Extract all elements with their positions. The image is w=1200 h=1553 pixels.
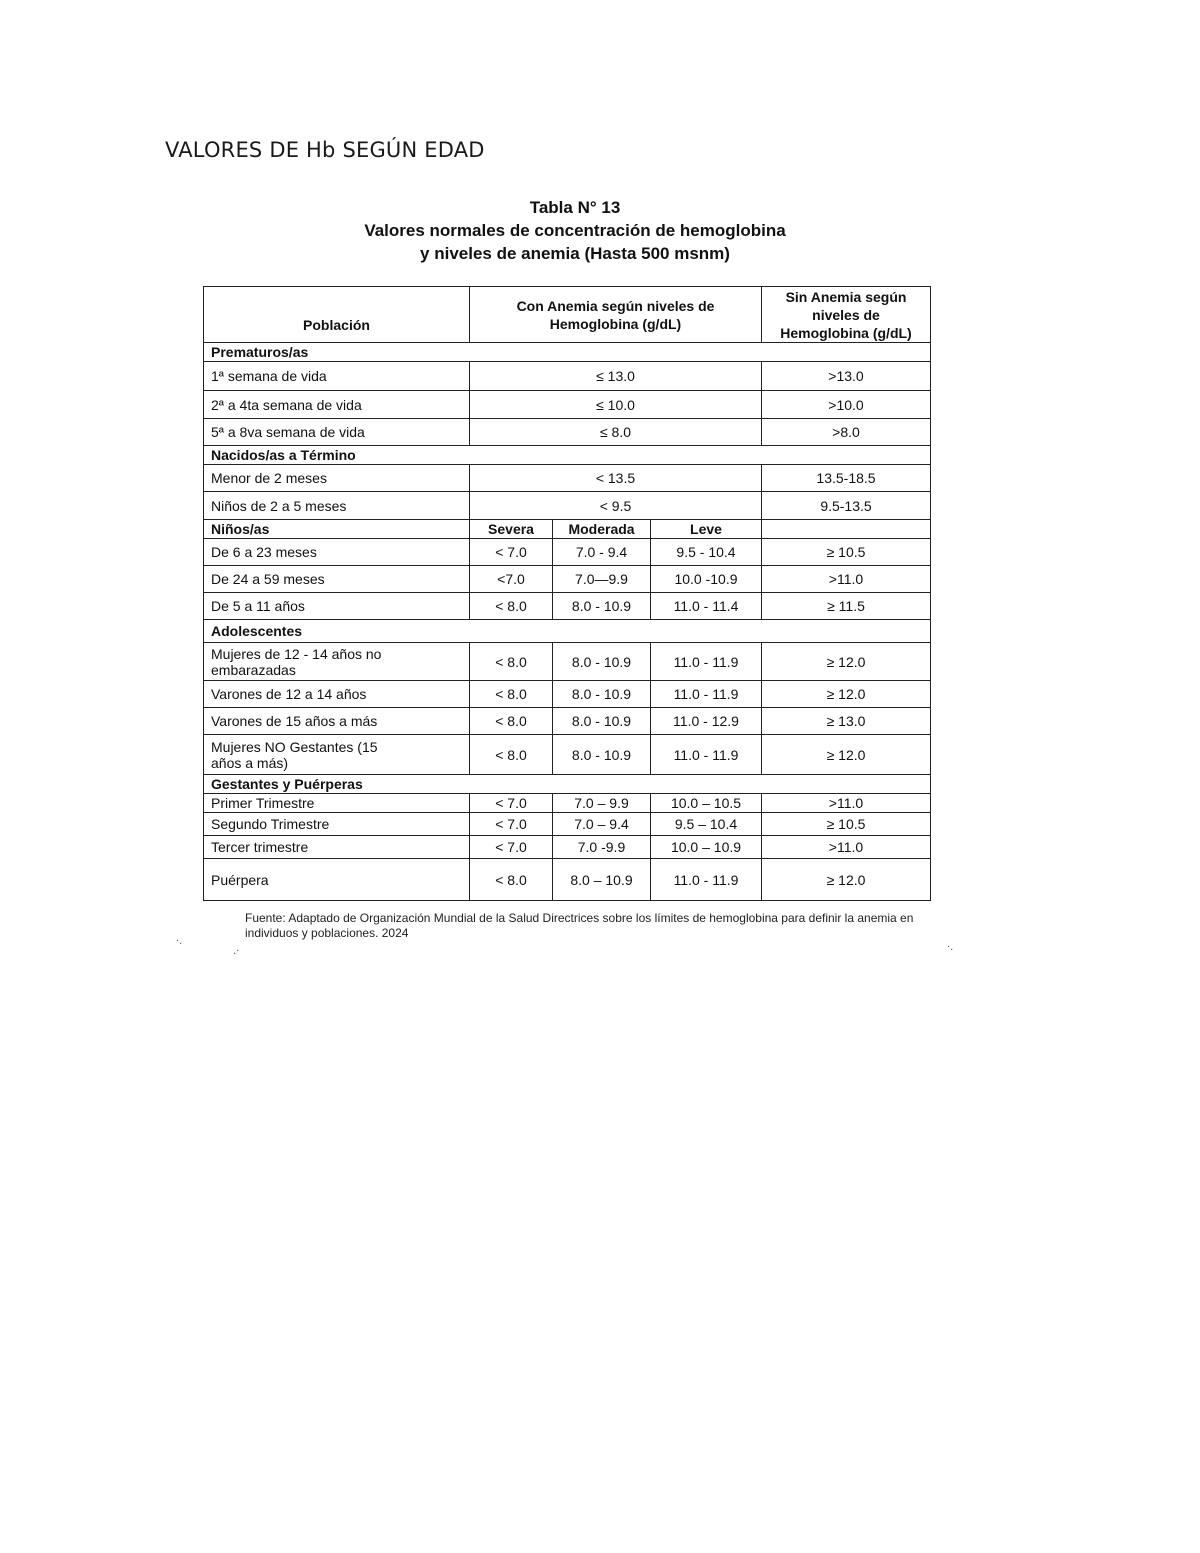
- cell-severa: < 8.0: [470, 593, 553, 620]
- section-prematuros: Prematuros/as: [204, 343, 931, 362]
- cell-moderada: 8.0 - 10.9: [553, 681, 651, 708]
- cell-sin-anemia: 9.5-13.5: [762, 492, 931, 520]
- subheader-severa: Severa: [470, 520, 553, 539]
- cell-poblacion: Menor de 2 meses: [204, 465, 470, 492]
- page-heading: VALORES DE Hb SEGÚN EDAD: [165, 138, 485, 162]
- cell-sin-anemia: >13.0: [762, 362, 931, 391]
- header-con-anemia: Con Anemia según niveles de Hemoglobina (g/dL): [470, 287, 762, 343]
- section-adolescentes: Adolescentes: [204, 620, 931, 643]
- cell-con-anemia: < 9.5: [470, 492, 762, 520]
- cell-severa: < 7.0: [470, 836, 553, 859]
- cell-moderada: 8.0 - 10.9: [553, 593, 651, 620]
- cell-moderada: 7.0 – 9.9: [553, 794, 651, 813]
- section-ninos: Niños/as: [204, 520, 470, 539]
- cell-moderada: 8.0 - 10.9: [553, 735, 651, 775]
- cell-leve: 10.0 – 10.9: [651, 836, 762, 859]
- subheader-leve: Leve: [651, 520, 762, 539]
- cell-poblacion: 5ª a 8va semana de vida: [204, 419, 470, 446]
- cell-sin-anemia: ≥ 11.5: [762, 593, 931, 620]
- table-row: [204, 419, 931, 446]
- cell-sin-anemia: >11.0: [762, 794, 931, 813]
- cell-moderada: 7.0 - 9.4: [553, 539, 651, 566]
- cell-severa: < 8.0: [470, 708, 553, 735]
- cell-leve: 10.0 -10.9: [651, 566, 762, 593]
- cell-leve: 11.0 - 11.9: [651, 735, 762, 775]
- cell-leve: 11.0 - 11.9: [651, 681, 762, 708]
- cell-sin-anemia: ≥ 12.0: [762, 735, 931, 775]
- table-row: [204, 735, 931, 775]
- cell-sin-anemia: ≥ 12.0: [762, 643, 931, 681]
- cell-severa: < 8.0: [470, 735, 553, 775]
- table-row: [204, 794, 931, 813]
- cell-moderada: 8.0 – 10.9: [553, 859, 651, 901]
- cell-sin-anemia: >10.0: [762, 391, 931, 419]
- cell-moderada: 8.0 - 10.9: [553, 643, 651, 681]
- table-row: [204, 813, 931, 836]
- cell-poblacion: Varones de 15 años a más: [204, 708, 470, 735]
- cell-poblacion: Tercer trimestre: [204, 836, 470, 859]
- cell-poblacion: De 6 a 23 meses: [204, 539, 470, 566]
- table-row: [204, 566, 931, 593]
- cell-severa: < 7.0: [470, 794, 553, 813]
- cell-severa: < 8.0: [470, 859, 553, 901]
- header-sin-anemia: Sin Anemia según niveles de Hemoglobina (g/dL): [762, 287, 931, 343]
- cell-moderada: 7.0—9.9: [553, 566, 651, 593]
- cell-poblacion: Puérpera: [204, 859, 470, 901]
- empty-cell: [762, 520, 931, 539]
- cell-poblacion: 1ª semana de vida: [204, 362, 470, 391]
- cell-leve: 9.5 - 10.4: [651, 539, 762, 566]
- subheader-moderada: Moderada: [553, 520, 651, 539]
- table-title-line: y niveles de anemia (Hasta 500 msnm): [420, 244, 730, 263]
- scan-speck: ·.: [176, 936, 183, 947]
- cell-sin-anemia: >11.0: [762, 566, 931, 593]
- scan-speck: ·.: [947, 942, 954, 953]
- cell-moderada: 8.0 - 10.9: [553, 708, 651, 735]
- cell-sin-anemia: 13.5-18.5: [762, 465, 931, 492]
- cell-poblacion: Primer Trimestre: [204, 794, 470, 813]
- table-row: [204, 643, 931, 681]
- section-gestantes: Gestantes y Puérperas: [204, 775, 931, 794]
- cell-sin-anemia: ≥ 10.5: [762, 813, 931, 836]
- table-row: [204, 681, 931, 708]
- table-row: [204, 859, 931, 901]
- table-row: [204, 539, 931, 566]
- table-row: [204, 362, 931, 391]
- section-nacidos: Nacidos/as a Término: [204, 446, 931, 465]
- cell-poblacion: De 24 a 59 meses: [204, 566, 470, 593]
- cell-severa: < 7.0: [470, 813, 553, 836]
- cell-poblacion: Mujeres NO Gestantes (15 años a más): [204, 735, 470, 775]
- cell-poblacion: Niños de 2 a 5 meses: [204, 492, 470, 520]
- cell-moderada: 7.0 -9.9: [553, 836, 651, 859]
- cell-con-anemia: < 13.5: [470, 465, 762, 492]
- cell-poblacion: Segundo Trimestre: [204, 813, 470, 836]
- table-row: [204, 836, 931, 859]
- table-number: Tabla N° 13: [529, 198, 621, 217]
- table-title-line: Valores normales de concentración de hemoglobina: [364, 221, 786, 240]
- cell-leve: 9.5 – 10.4: [651, 813, 762, 836]
- scan-speck: .·: [233, 946, 240, 957]
- table-row: [204, 593, 931, 620]
- cell-sin-anemia: ≥ 10.5: [762, 539, 931, 566]
- cell-leve: 11.0 - 12.9: [651, 708, 762, 735]
- cell-leve: 11.0 - 11.4: [651, 593, 762, 620]
- cell-moderada: 7.0 – 9.4: [553, 813, 651, 836]
- cell-severa: < 8.0: [470, 681, 553, 708]
- table-row: [204, 465, 931, 492]
- cell-poblacion: Mujeres de 12 - 14 años no embarazadas: [204, 643, 470, 681]
- cell-sin-anemia: ≥ 13.0: [762, 708, 931, 735]
- source-note: Fuente: Adaptado de Organización Mundial de la Salud Directrices sobre los límites de hemoglobina para definir la anemia en individuos y poblaciones. 2024: [245, 911, 914, 940]
- cell-severa: < 7.0: [470, 539, 553, 566]
- table-row: [204, 391, 931, 419]
- cell-poblacion: Varones de 12 a 14 años: [204, 681, 470, 708]
- hemoglobin-table: [203, 286, 931, 901]
- cell-con-anemia: ≤ 13.0: [470, 362, 762, 391]
- cell-sin-anemia: >11.0: [762, 836, 931, 859]
- table-row: [204, 492, 931, 520]
- cell-poblacion: De 5 a 11 años: [204, 593, 470, 620]
- header-poblacion: Población: [204, 287, 470, 343]
- cell-con-anemia: ≤ 10.0: [470, 391, 762, 419]
- cell-leve: 11.0 - 11.9: [651, 643, 762, 681]
- cell-leve: 10.0 – 10.5: [651, 794, 762, 813]
- table-title: [200, 196, 950, 265]
- cell-poblacion: 2ª a 4ta semana de vida: [204, 391, 470, 419]
- cell-severa: <7.0: [470, 566, 553, 593]
- cell-con-anemia: ≤ 8.0: [470, 419, 762, 446]
- cell-sin-anemia: >8.0: [762, 419, 931, 446]
- cell-leve: 11.0 - 11.9: [651, 859, 762, 901]
- cell-sin-anemia: ≥ 12.0: [762, 859, 931, 901]
- table-row: [204, 708, 931, 735]
- cell-sin-anemia: ≥ 12.0: [762, 681, 931, 708]
- cell-severa: < 8.0: [470, 643, 553, 681]
